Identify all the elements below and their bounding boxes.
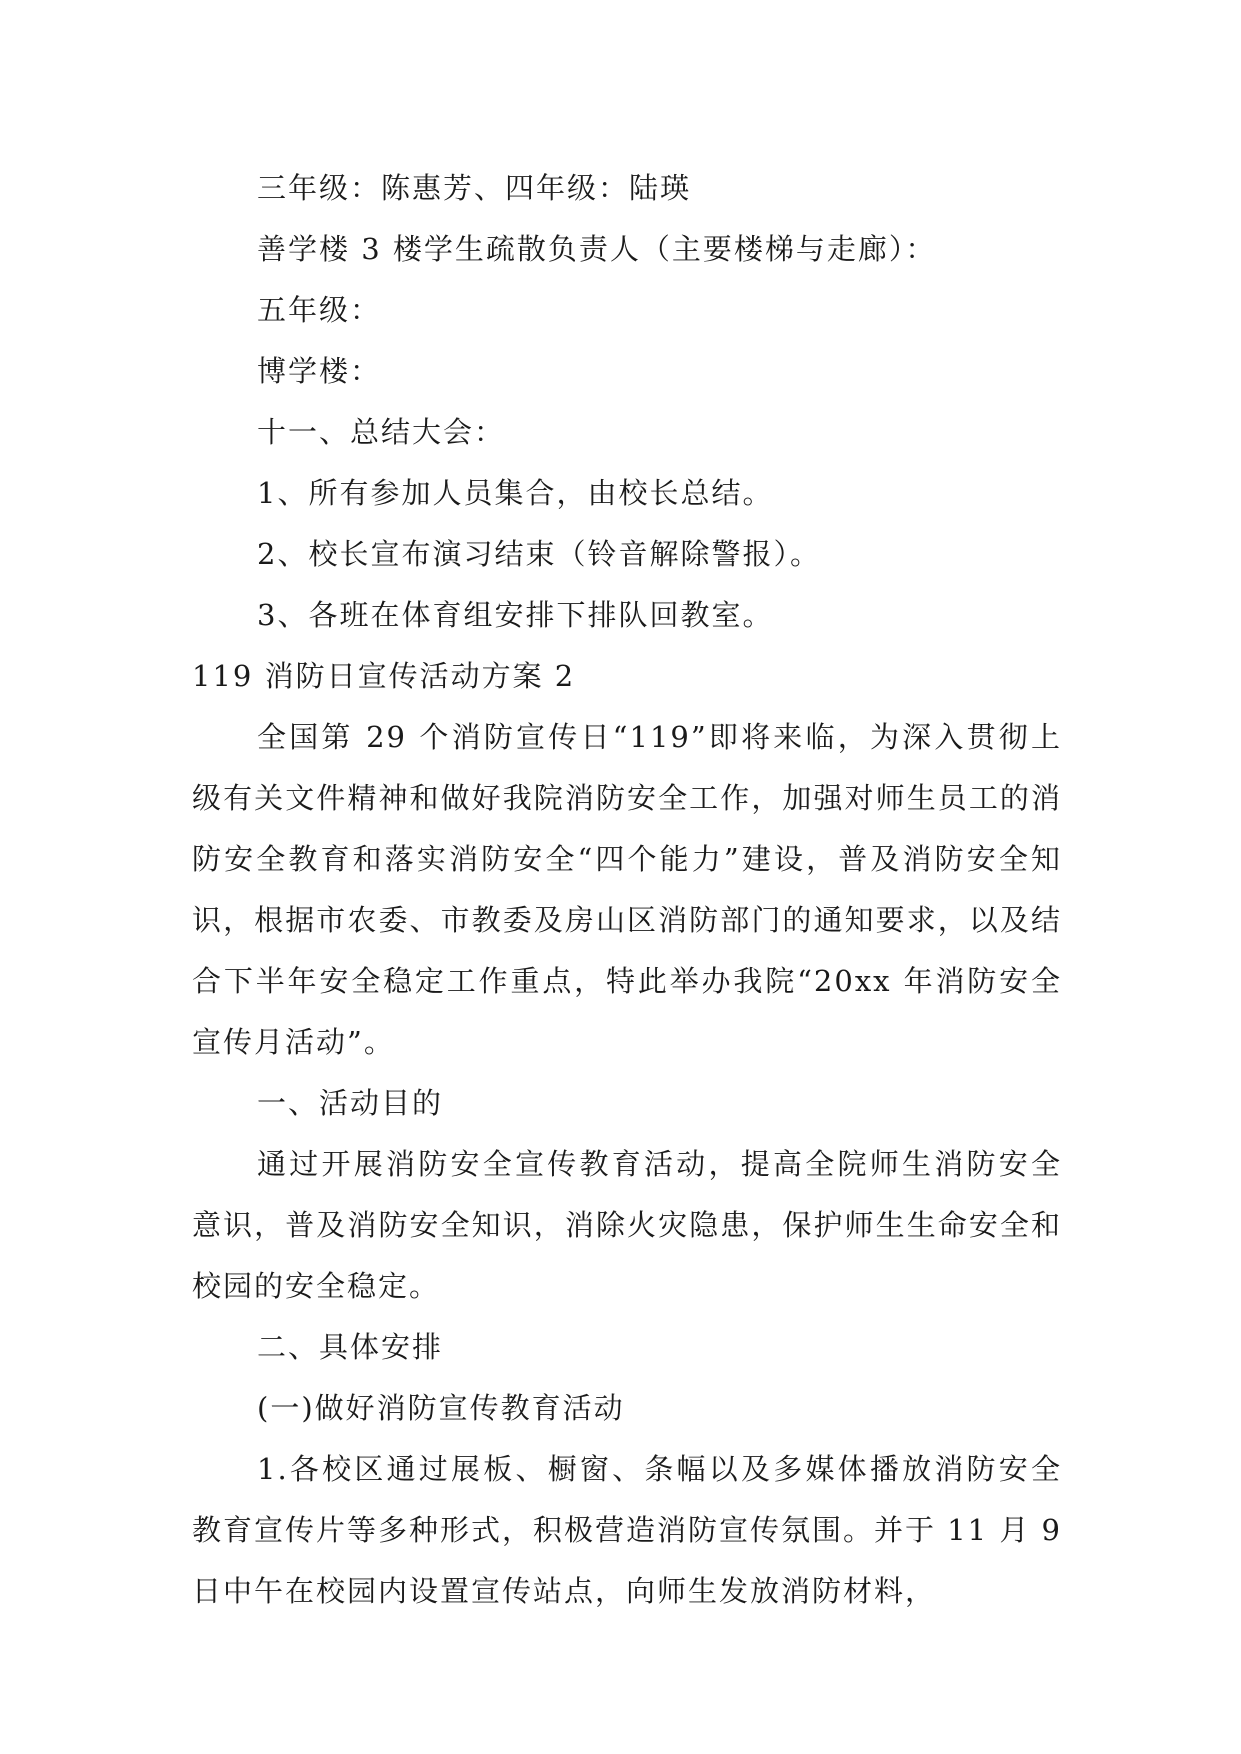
list-item: 3、各班在体育组安排下排队回教室。 <box>257 598 774 632</box>
document-body <box>192 158 1062 1622</box>
intro-paragraph: 全国第 29 个消防宣传日“119”即将来临，为深入贯彻上级有关文件精神和做好我院消防安全工作，加强对师生员工的消防安全教育和落实消防安全“四个能力”建设，普及消防安全知识，根据市农委、市教委及房山区消防部门的通知要求，以及结合下半年安全稳定工作重点，特此举办我院“20xx 年消防安全宣传月活动”。 <box>192 720 1062 1059</box>
text-line: 善学楼 3 楼学生疏散负责人（主要楼梯与走廊）： <box>257 232 937 266</box>
item-one-paragraph: 1.各校区通过展板、橱窗、条幅以及多媒体播放消防安全教育宣传片等多种形式，积极营造消防宣传氛围。并于 11 月 9 日中午在校园内设置宣传站点，向师生发放消防材料， <box>192 1452 1063 1608</box>
text-line: 博学楼： <box>257 354 382 388</box>
document-title: 119 消防日宣传活动方案 2 <box>192 659 576 693</box>
subheading-publicity: (一)做好消防宣传教育活动 <box>257 1391 625 1425</box>
list-item: 1、所有参加人员集合，由校长总结。 <box>257 476 774 510</box>
text-line: 五年级： <box>257 293 382 327</box>
list-item: 2、校长宣布演习结束（铃音解除警报）。 <box>257 537 821 571</box>
heading-arrangement: 二、具体安排 <box>257 1330 444 1364</box>
text-line: 三年级：陈惠芳、四年级：陆瑛 <box>257 171 692 205</box>
heading-purpose: 一、活动目的 <box>257 1086 444 1120</box>
purpose-paragraph: 通过开展消防安全宣传教育活动，提高全院师生消防安全意识，普及消防安全知识，消除火灾隐患，保护师生生命安全和校园的安全稳定。 <box>192 1147 1062 1303</box>
section-heading-summary: 十一、总结大会： <box>257 415 506 449</box>
